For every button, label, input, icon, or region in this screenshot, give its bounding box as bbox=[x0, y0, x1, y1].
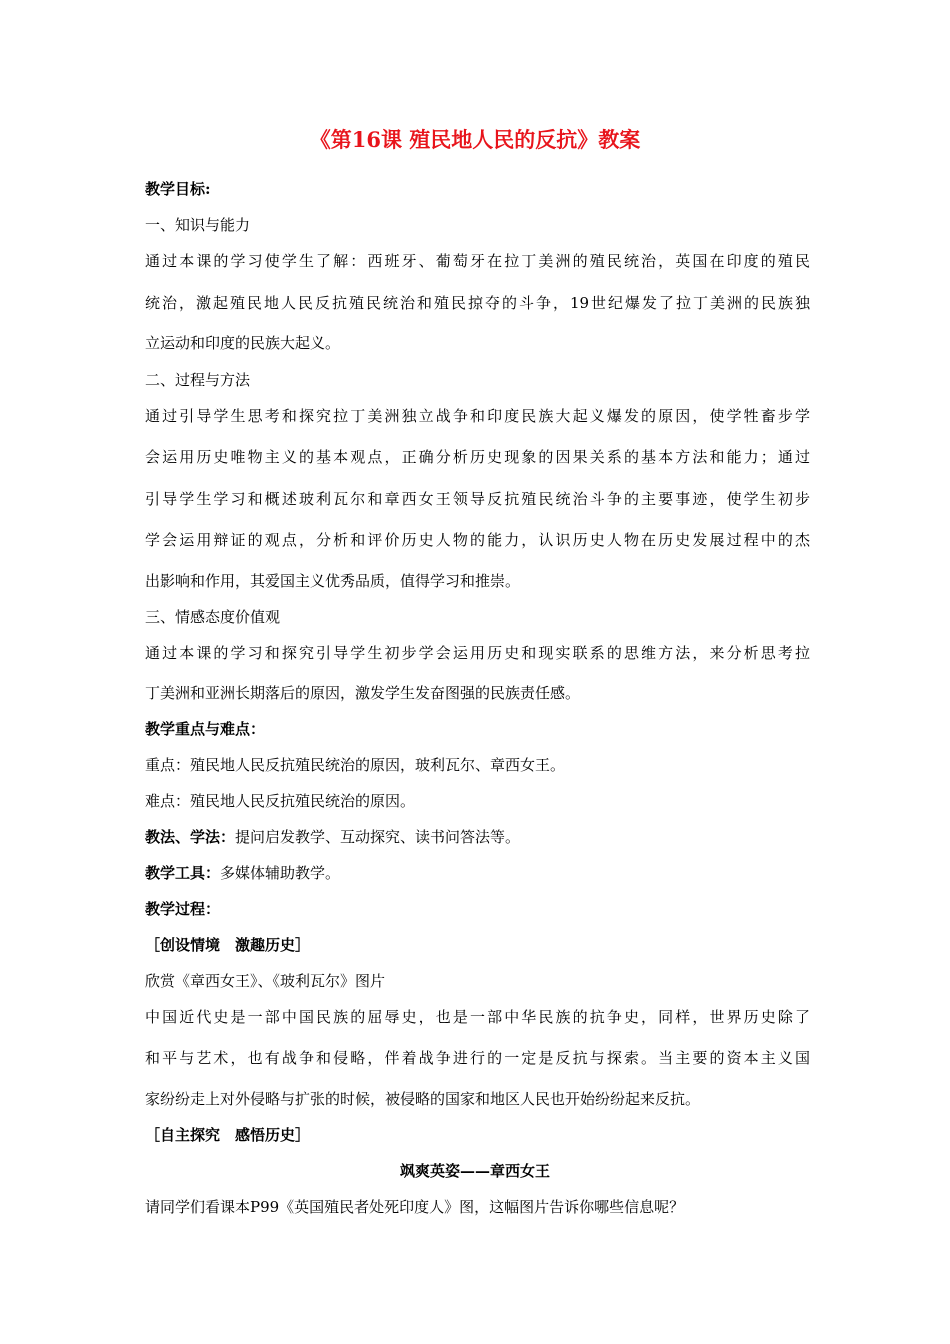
methods-label: 教法、学法： bbox=[145, 828, 236, 846]
goals-heading: 教学目标: bbox=[145, 180, 211, 198]
section-2-line: 会运用历史唯物主义的基本观点，正确分析历史现象的因果关系的基本方法和能力；通过 bbox=[145, 448, 810, 466]
section-1-line: 统治，激起殖民地人民反抗殖民统治和殖民掠夺的斗争，19世纪爆发了拉丁美洲的民族独 bbox=[145, 294, 810, 312]
part-1-line: 中国近代史是一部中国民族的屈辱史，也是一部中华民族的抗争史，同样，世界历史除了 bbox=[145, 1008, 810, 1026]
part-1-heading: ［创设情境 激趣历史］ bbox=[145, 936, 311, 954]
section-3-line: 通过本课的学习和探究引导学生初步学会运用历史和现实联系的思维方法，来分析思考拉 bbox=[145, 644, 810, 662]
part-1-line: 和平与艺术，也有战争和侵略，伴着战争进行的一定是反抗与探索。当主要的资本主义国 bbox=[145, 1049, 810, 1067]
tools-line bbox=[145, 862, 810, 883]
methods-value: 提问启发教学、互动探究、读书问答法等。 bbox=[235, 828, 521, 846]
part-2-line: 请同学们看课本P99《英国殖民者处死印度人》图，这幅图片告诉你哪些信息呢？ bbox=[145, 1198, 685, 1216]
section-2-line: 引导学生学习和概述玻利瓦尔和章西女王领导反抗殖民统治斗争的主要事迹，使学生初步 bbox=[145, 490, 810, 508]
section-1-line: 立运动和印度的民族大起义。 bbox=[145, 334, 341, 352]
part-1-line: 家纷纷走上对外侵略与扩张的时候，被侵略的国家和地区人民也开始纷纷起来反抗。 bbox=[145, 1090, 701, 1108]
part-2-subtitle: 飒爽英姿——章西女王 bbox=[399, 1162, 550, 1180]
methods-line bbox=[145, 826, 810, 847]
process-heading: 教学过程： bbox=[145, 900, 221, 918]
key-points-heading: 教学重点与难点： bbox=[145, 720, 266, 738]
tools-value: 多媒体辅助教学。 bbox=[220, 864, 341, 882]
section-1-line: 通过本课的学习使学生了解：西班牙、葡萄牙在拉丁美洲的殖民统治，英国在印度的殖民 bbox=[145, 252, 810, 270]
section-1-heading: 一、知识与能力 bbox=[145, 216, 251, 234]
tools-label: 教学工具： bbox=[145, 864, 221, 882]
section-2-heading: 二、过程与方法 bbox=[145, 371, 251, 389]
section-2-line: 通过引导学生思考和探究拉丁美洲独立战争和印度民族大起义爆发的原因，使学牲畜步学 bbox=[145, 407, 810, 425]
section-2-line: 出影响和作用，其爱国主义优秀品质，值得学习和推崇。 bbox=[145, 572, 521, 590]
document-title: 《第16课 殖民地人民的反抗》教案 bbox=[309, 127, 641, 152]
section-3-line: 丁美洲和亚洲长期落后的原因，激发学生发奋图强的民族责任感。 bbox=[145, 684, 581, 702]
part-1-line: 欣赏《章西女王》、《玻利瓦尔》图片 bbox=[145, 972, 386, 990]
key-point: 重点：殖民地人民反抗殖民统治的原因，玻利瓦尔、章西女王。 bbox=[145, 756, 566, 774]
part-2-heading: ［自主探究 感悟历史］ bbox=[145, 1126, 311, 1144]
section-3-heading: 三、情感态度价值观 bbox=[145, 608, 281, 626]
difficult-point: 难点：殖民地人民反抗殖民统治的原因。 bbox=[145, 792, 416, 810]
section-2-line: 学会运用辩证的观点，分析和评价历史人物的能力，认识历史人物在历史发展过程中的杰 bbox=[145, 531, 810, 549]
